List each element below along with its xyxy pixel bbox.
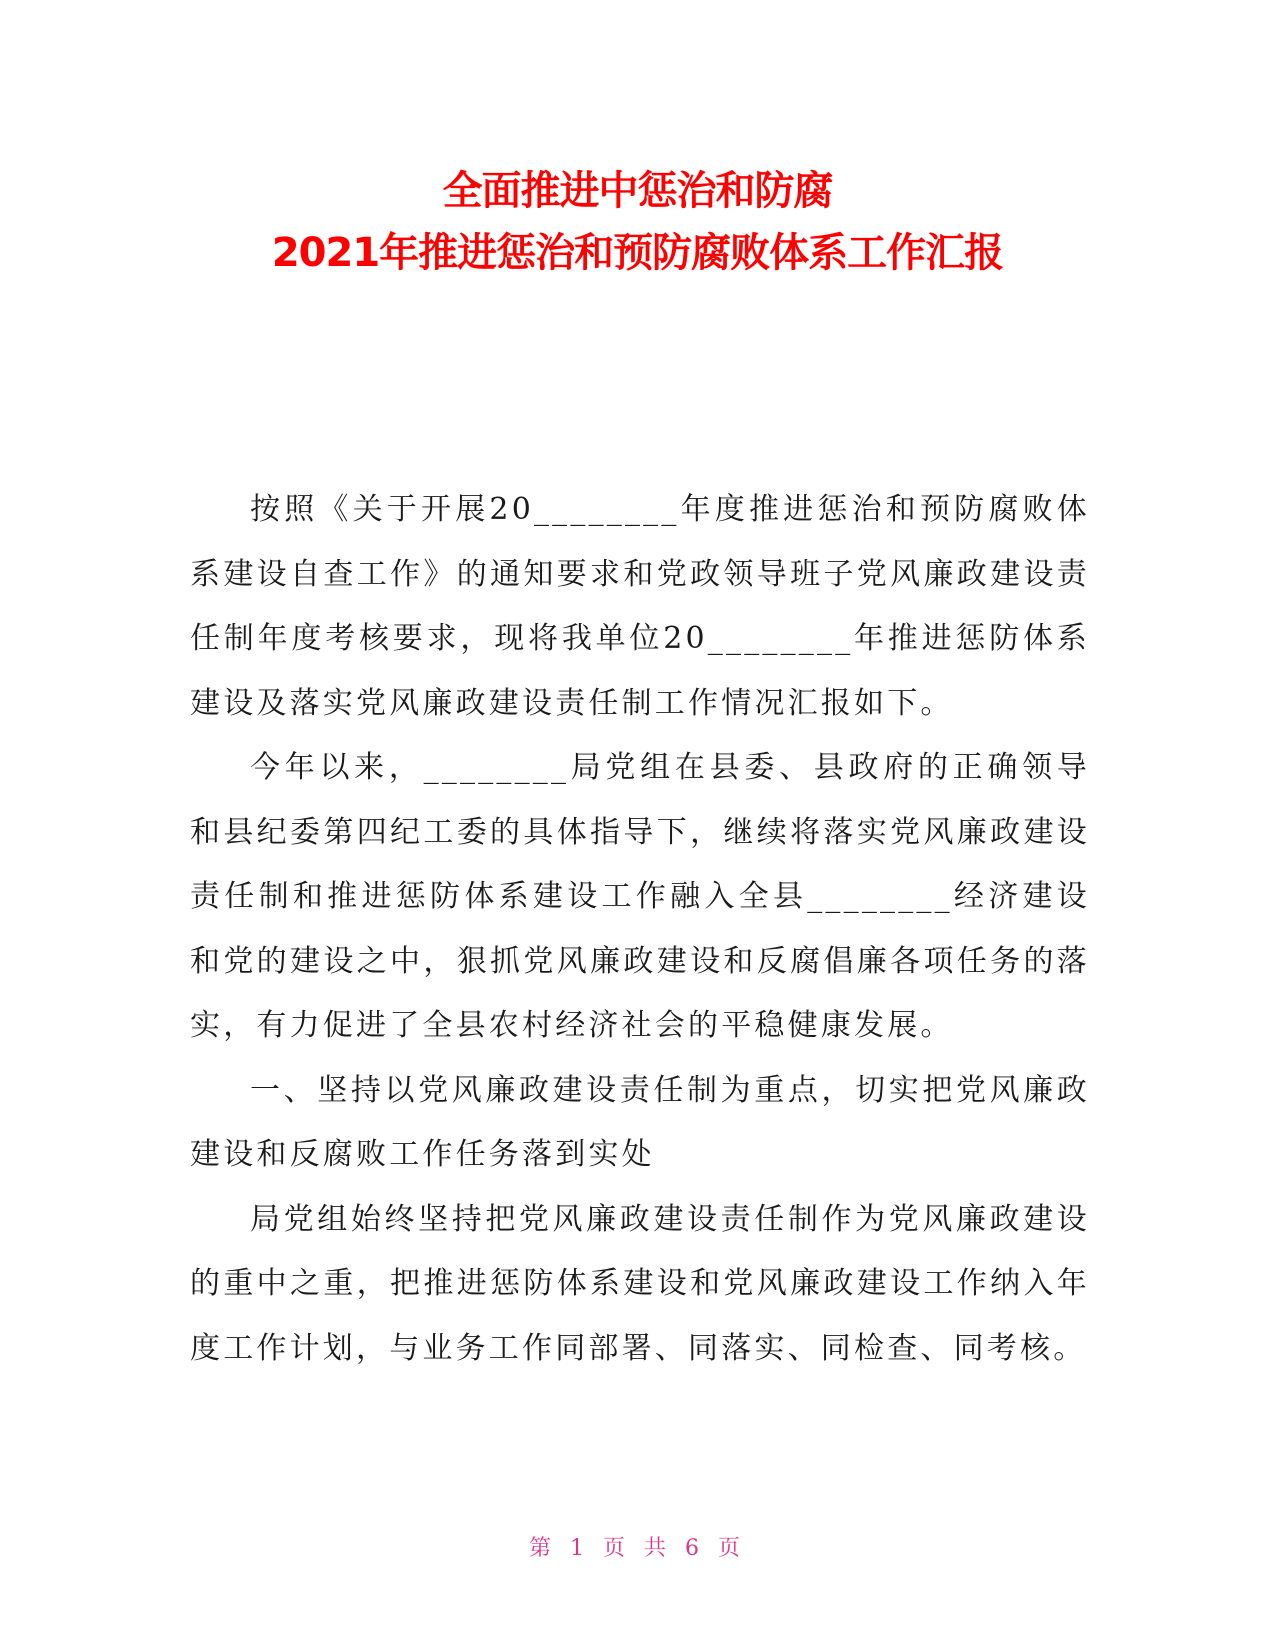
section-heading-1: 一、坚持以党风廉政建设责任制为重点，切实把党风廉政建设和反腐败工作任务落到实处 bbox=[190, 1072, 1090, 1172]
title-line-2: 2021年推进惩治和预防腐败体系工作汇报 bbox=[271, 230, 1004, 276]
paragraph-1: 按照《关于开展20________年度推进惩治和预防腐败体系建设自查工作》的通知要求和党政领导班子党风廉政建设责任制年度考核要求，现将我单位20________年推进惩防体系建设及落实党风廉政建设责任制工作情况汇报如下。 bbox=[190, 492, 1090, 721]
title-line-1: 全面推进中惩治和防腐 bbox=[442, 168, 833, 214]
document-body bbox=[190, 478, 1090, 1381]
paragraph-3: 局党组始终坚持把党风廉政建设责任制作为党风廉政建设的重中之重，把推进惩防体系建设和党风廉政建设工作纳入年度工作计划，与业务工作同部署、同落实、同检查、同考核。 bbox=[190, 1201, 1090, 1366]
document-title bbox=[0, 160, 1275, 284]
page-number-footer: 第 1 页 共 6 页 bbox=[529, 1536, 746, 1561]
paragraph-2: 今年以来，________局党组在县委、县政府的正确领导和县纪委第四纪工委的具体指导下，继续将落实党风廉政建设责任制和推进惩防体系建设工作融入全县________经济建设和党的建设之中，狠抓党风廉政建设和反腐倡廉各项任务的落实，有力促进了全县农村经济社会的平稳健康发展。 bbox=[190, 750, 1090, 1043]
